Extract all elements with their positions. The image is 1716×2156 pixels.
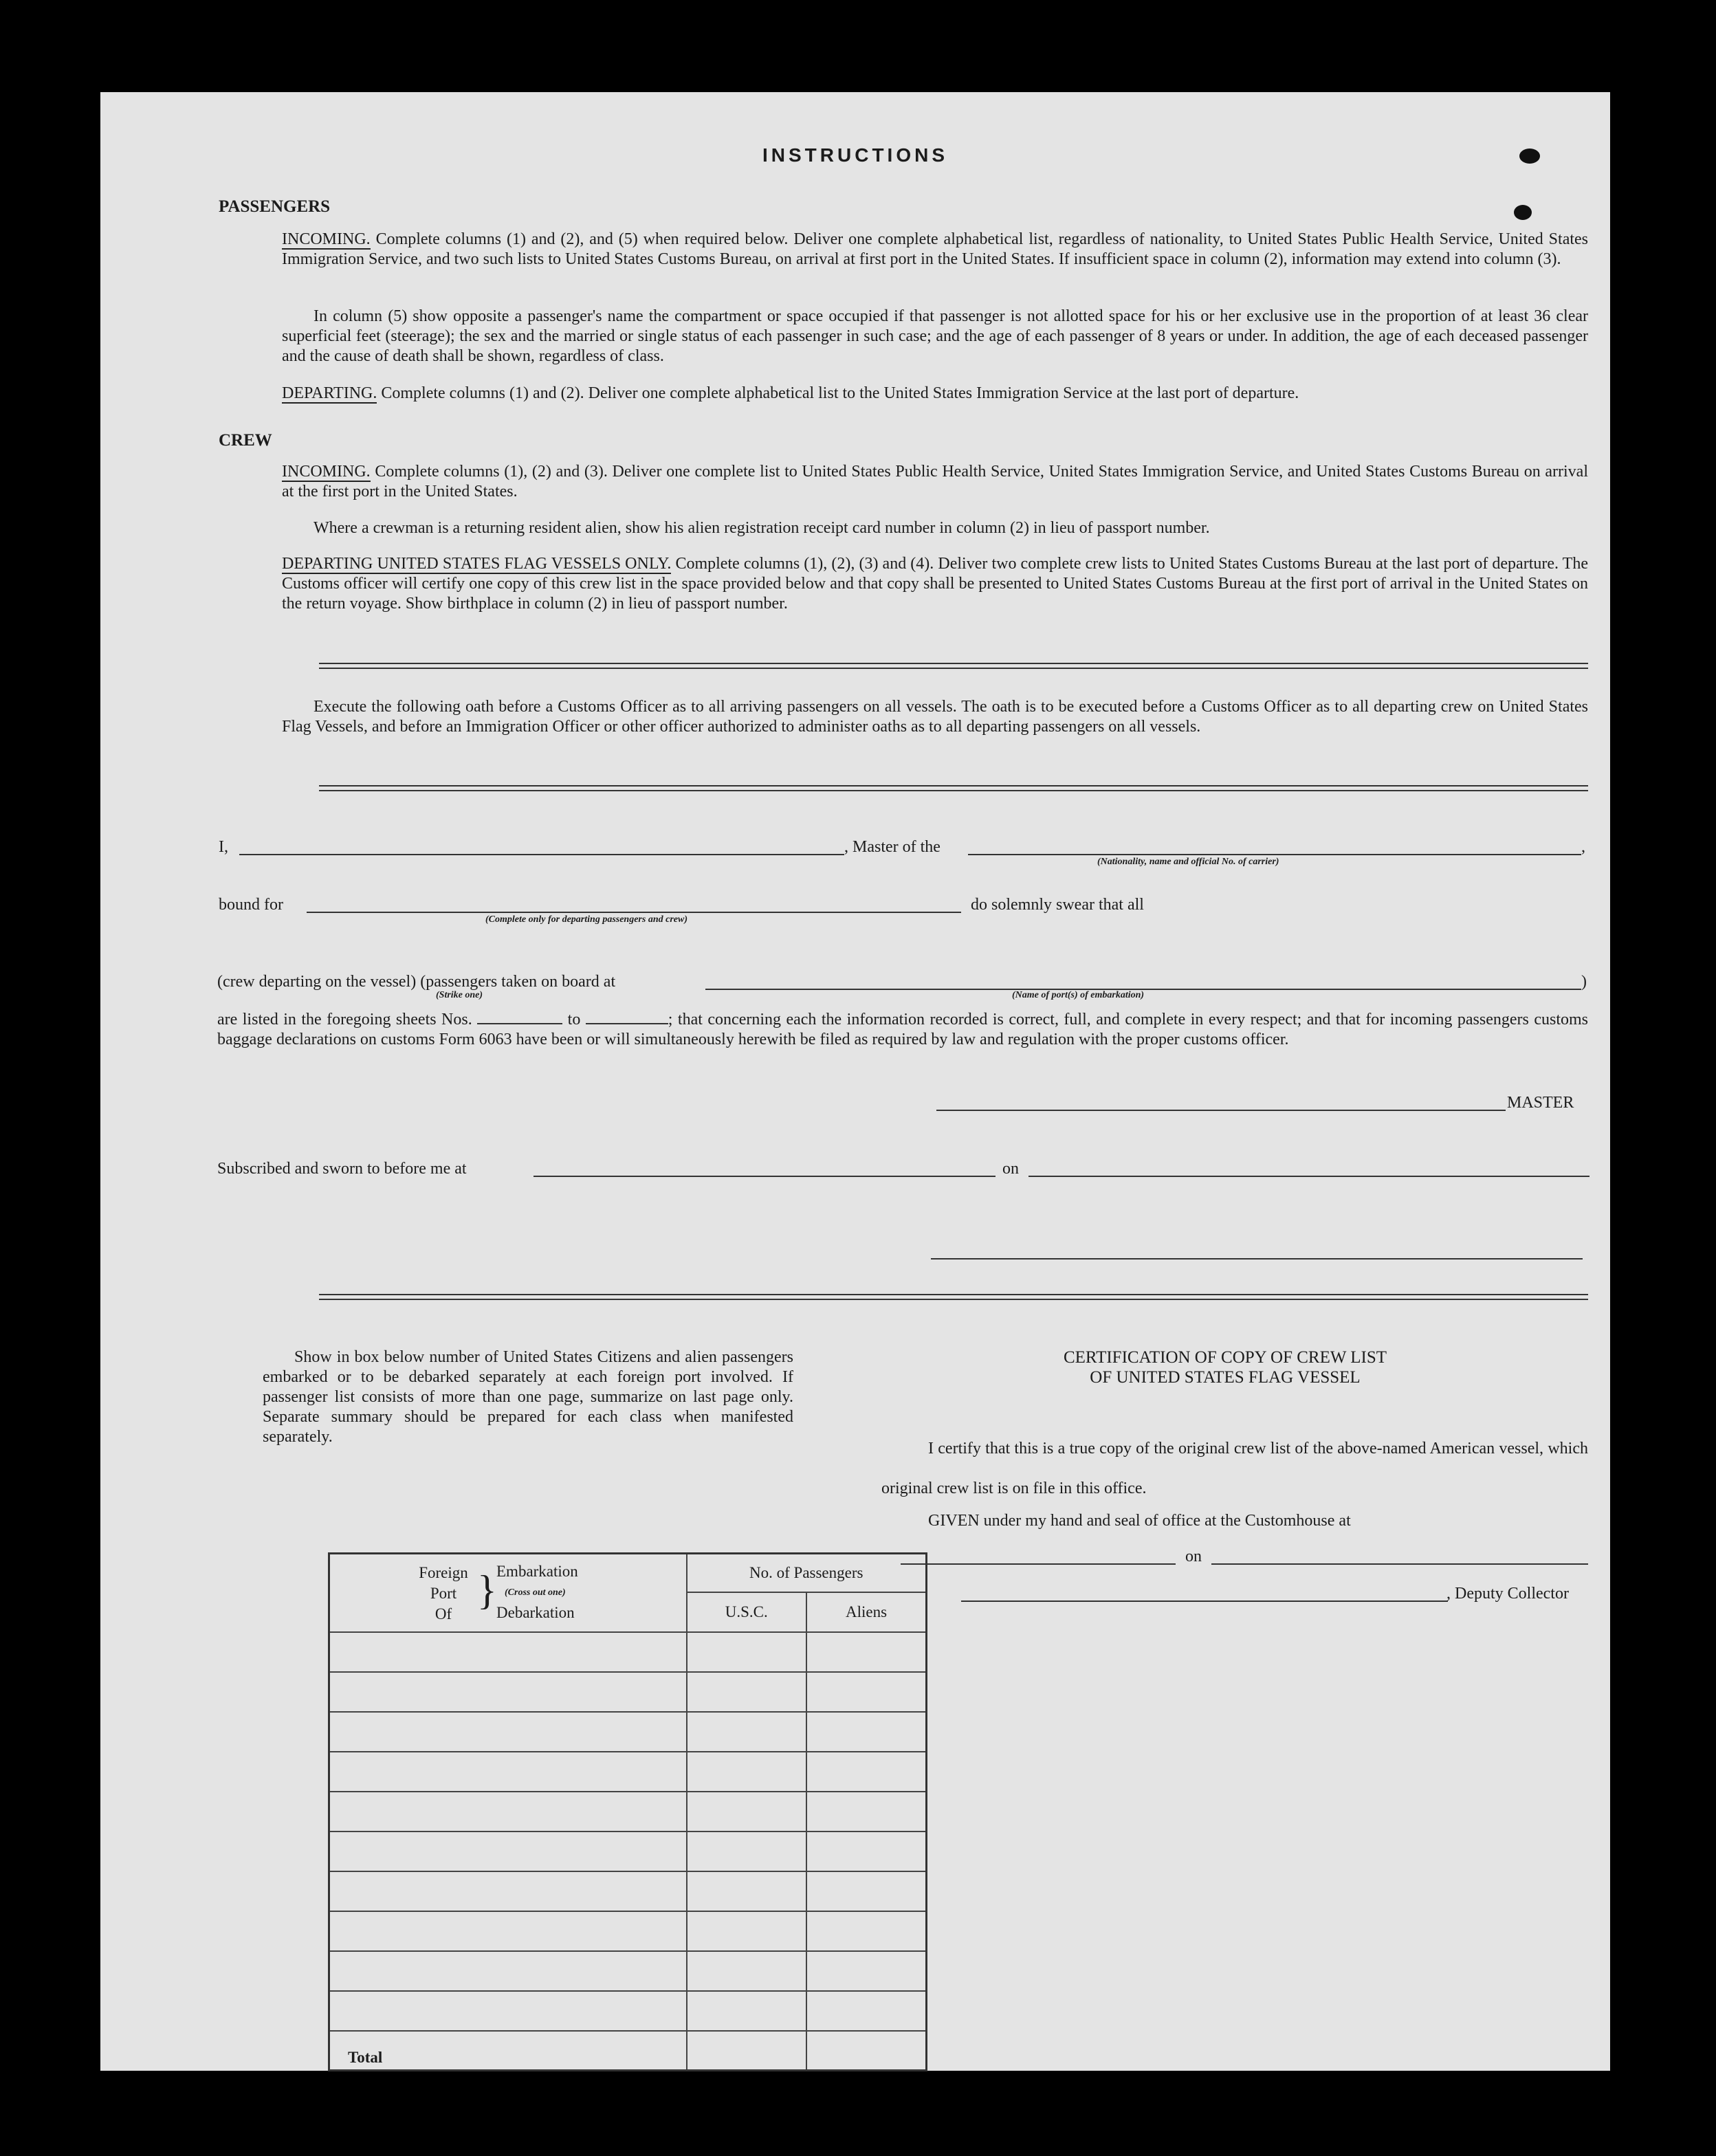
brace-icon: } bbox=[477, 1568, 497, 1613]
table-row bbox=[329, 1991, 927, 2031]
table-row bbox=[329, 1951, 927, 1991]
port-cell[interactable] bbox=[329, 1792, 687, 1832]
usc-cell[interactable] bbox=[687, 1832, 807, 1871]
strike-one-caption: (Strike one) bbox=[436, 990, 483, 1000]
port-cell[interactable] bbox=[329, 1991, 687, 2031]
sworn-on-label: on bbox=[1002, 1160, 1019, 1178]
nationality-caption: (Nationality, name and official No. of carrier) bbox=[1097, 857, 1279, 867]
aliens-cell[interactable] bbox=[806, 1871, 927, 1911]
subscribed-label: Subscribed and sworn to before me at bbox=[217, 1160, 467, 1178]
certification-heading-line1: CERTIFICATION OF COPY OF CREW LIST bbox=[1063, 1348, 1387, 1367]
table-row bbox=[329, 1911, 927, 1951]
table-row bbox=[329, 1672, 927, 1712]
sworn-date-field[interactable] bbox=[1028, 1176, 1590, 1177]
crew-incoming-paragraph bbox=[282, 462, 1588, 502]
aliens-cell[interactable] bbox=[806, 1832, 927, 1871]
oath-i-label: I, bbox=[219, 838, 228, 856]
passengers-departing-paragraph bbox=[282, 384, 1588, 404]
sworn-place-field[interactable] bbox=[534, 1176, 996, 1177]
summary-instruction-paragraph: Show in box below number of United States Citizens and alien passengers embarked or to be debarked separately at each foreign port involved. If passenger list consists of more than one page, summarize on last page only. Separate summary should be prepared for each class when manifested separately. bbox=[263, 1348, 793, 1446]
port-caption: (Name of port(s) of embarkation) bbox=[1012, 990, 1145, 1000]
certification-paragraph: I certify that this is a true copy of the original crew list of the above-named American vessel, which original crew list is on file in this office. bbox=[881, 1440, 1588, 1497]
master-name-field[interactable] bbox=[239, 854, 844, 855]
bound-for-field[interactable] bbox=[307, 912, 961, 913]
oath-instruction-paragraph: Execute the following oath before a Customs Officer as to all arriving passengers on all vessels. The oath is to be executed before a Customs Officer as to all departing crew on United States Flag Vessels, and before an Immigration Officer or other officer authorized to administer oaths as to all departing passengers on all vessels. bbox=[282, 698, 1588, 736]
customhouse-field[interactable] bbox=[901, 1563, 1176, 1565]
oath-solemnly-swear: do solemnly swear that all bbox=[971, 896, 1144, 914]
certification-date-field[interactable] bbox=[1211, 1563, 1588, 1565]
oath-comma: , bbox=[1581, 838, 1585, 856]
port-header-cell bbox=[329, 1554, 687, 1632]
aliens-cell[interactable] bbox=[806, 1792, 927, 1832]
master-label: MASTER bbox=[1507, 1094, 1574, 1112]
port-cell[interactable] bbox=[329, 1672, 687, 1712]
port-cell[interactable] bbox=[329, 1632, 687, 1672]
aliens-cell[interactable] bbox=[806, 1991, 927, 2031]
certification-heading-line2: OF UNITED STATES FLAG VESSEL bbox=[1090, 1368, 1361, 1387]
table-row bbox=[329, 1832, 927, 1871]
table-row bbox=[329, 1712, 927, 1752]
section-divider bbox=[319, 663, 1588, 669]
ink-blot bbox=[1514, 205, 1532, 220]
master-signature-field[interactable] bbox=[936, 1110, 1506, 1111]
usc-cell[interactable] bbox=[687, 1672, 807, 1712]
deputy-collector-signature-field[interactable] bbox=[961, 1600, 1448, 1602]
embarkation-label: Embarkation bbox=[496, 1563, 578, 1580]
crew-heading: CREW bbox=[219, 431, 272, 450]
passengers-incoming-paragraph bbox=[282, 230, 1588, 270]
no-passengers-header: No. of Passengers bbox=[687, 1554, 927, 1592]
crew-departing-label: DEPARTING UNITED STATES FLAG VESSELS ONLY. bbox=[282, 555, 672, 573]
section-divider bbox=[319, 785, 1588, 791]
usc-cell[interactable] bbox=[687, 1991, 807, 2031]
sheet-to-field[interactable] bbox=[586, 1009, 668, 1024]
usc-cell[interactable] bbox=[687, 1871, 807, 1911]
passenger-summary-table bbox=[328, 1552, 927, 2071]
usc-cell[interactable] bbox=[687, 1752, 807, 1792]
deputy-collector-label: , Deputy Collector bbox=[1446, 1585, 1569, 1603]
oath-to-label: to bbox=[567, 1011, 581, 1028]
aliens-header: Aliens bbox=[806, 1592, 927, 1632]
cross-out-caption: (Cross out one) bbox=[505, 1587, 566, 1598]
oath-crew-departing: (crew departing on the vessel) (passengers taken on board at bbox=[217, 973, 616, 991]
aliens-cell[interactable] bbox=[806, 1911, 927, 1951]
usc-cell[interactable] bbox=[687, 1632, 807, 1672]
port-cell[interactable] bbox=[329, 1832, 687, 1871]
oath-listed-paragraph bbox=[217, 1009, 1588, 1050]
port-cell[interactable] bbox=[329, 1752, 687, 1792]
port-cell[interactable] bbox=[329, 1911, 687, 1951]
complete-only-caption: (Complete only for departing passengers and crew) bbox=[485, 914, 688, 925]
aliens-cell[interactable] bbox=[806, 1752, 927, 1792]
foreign-label: Foreign bbox=[419, 1564, 468, 1581]
usc-cell[interactable] bbox=[687, 1712, 807, 1752]
crew-resident-paragraph: Where a crewman is a returning resident alien, show his alien registration receipt card number in column (2) in lieu of passport number. bbox=[314, 519, 1210, 537]
passengers-column5-paragraph: In column (5) show opposite a passenger's name the compartment or space occupied if that passenger is not allotted space for his or her exclusive use in the proportion of at least 36 clear superficial feet (steerage); the sex and the married or single status of each passenger in such case; and the age of each passenger of 8 years or under. In addition, the age of each deceased passenger and the cause of death shall be shown, regardless of class. bbox=[282, 307, 1588, 365]
aliens-cell[interactable] bbox=[806, 1951, 927, 1991]
oath-listed-in: are listed in the foregoing sheets Nos. bbox=[217, 1011, 472, 1028]
aliens-total-cell[interactable] bbox=[806, 2031, 927, 2071]
oath-listed-rest: ; that concerning each the information recorded is correct, full, and complete in every respect; and that for incoming passengers customs baggage declarations on customs Form 6063 have been or will simultaneously herewith be filed as required by law and regulation with the proper customs officer. bbox=[217, 1011, 1588, 1048]
total-row bbox=[329, 2031, 927, 2071]
of-label: Of bbox=[434, 1605, 452, 1622]
oath-master-of-the: , Master of the bbox=[844, 838, 940, 856]
section-divider bbox=[319, 1294, 1588, 1300]
passengers-heading: PASSENGERS bbox=[219, 197, 331, 216]
port-label: Port bbox=[430, 1585, 457, 1602]
table-row bbox=[329, 1752, 927, 1792]
table-row bbox=[329, 1632, 927, 1672]
table-row bbox=[329, 1792, 927, 1832]
usc-cell[interactable] bbox=[687, 1911, 807, 1951]
port-cell[interactable] bbox=[329, 1871, 687, 1911]
oath-close-paren: ) bbox=[1581, 973, 1587, 991]
debarkation-label: Debarkation bbox=[496, 1604, 575, 1621]
port-cell[interactable] bbox=[329, 1712, 687, 1752]
ink-blot bbox=[1519, 148, 1540, 164]
passengers-incoming-text: Complete columns (1) and (2), and (5) when required below. Deliver one complete alphabetical list, regardless of nationality, to United States Public Health Service, United States Immigration Service, and two such lists to United States Customs Bureau, on arrival at first port in the United States. If insufficient space in column (2), information may extend into column (3). bbox=[282, 230, 1589, 268]
sheet-from-field[interactable] bbox=[477, 1009, 562, 1024]
usc-cell[interactable] bbox=[687, 1792, 807, 1832]
aliens-cell[interactable] bbox=[806, 1712, 927, 1752]
aliens-cell[interactable] bbox=[806, 1672, 927, 1712]
carrier-field[interactable] bbox=[968, 854, 1581, 855]
total-label: Total bbox=[329, 2031, 687, 2071]
usc-total-cell[interactable] bbox=[687, 2031, 807, 2071]
passengers-departing-text: Complete columns (1) and (2). Deliver one complete alphabetical list to the United States Immigration Service at the last port of departure. bbox=[381, 384, 1299, 402]
usc-header: U.S.C. bbox=[687, 1592, 807, 1632]
usc-cell[interactable] bbox=[687, 1951, 807, 1991]
passengers-departing-label: DEPARTING. bbox=[282, 384, 377, 402]
document-page bbox=[100, 92, 1610, 2071]
certification-on-label: on bbox=[1185, 1548, 1202, 1565]
certification-given: GIVEN under my hand and seal of office at the Customhouse at bbox=[928, 1512, 1351, 1530]
passengers-incoming-label: INCOMING. bbox=[282, 230, 371, 248]
officer-signature-field[interactable] bbox=[931, 1258, 1583, 1260]
certification-heading bbox=[950, 1348, 1500, 1387]
crew-departing-text: Complete columns (1), (2), (3) and (4). Deliver two complete crew lists to United States Customs Bureau at the last port of departure. The Customs officer will certify one copy of this crew list in the space provided below and that copy shall be presented to United States Customs Bureau at the first port of arrival in the United States on the return voyage. Show birthplace in column (2) in lieu of passport number. bbox=[282, 555, 1588, 613]
aliens-cell[interactable] bbox=[806, 1632, 927, 1672]
crew-departing-paragraph bbox=[282, 554, 1588, 614]
page-title: INSTRUCTIONS bbox=[762, 144, 948, 166]
crew-incoming-label: INCOMING. bbox=[282, 463, 371, 481]
table-row bbox=[329, 1871, 927, 1911]
port-cell[interactable] bbox=[329, 1951, 687, 1991]
oath-bound-for: bound for bbox=[219, 896, 283, 914]
crew-incoming-text: Complete columns (1), (2) and (3). Deliver one complete list to United States Public Health Service, United States Immigration Service, and United States Customs Bureau on arrival at the first port in the United States. bbox=[282, 463, 1588, 500]
foreign-port-of-label bbox=[406, 1563, 481, 1625]
